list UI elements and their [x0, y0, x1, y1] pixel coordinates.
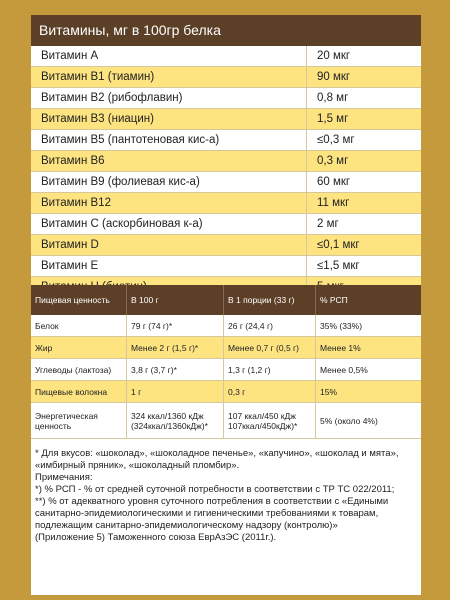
rsp-value: Менее 0,5%: [320, 364, 368, 375]
rsp-value: 35% (33%): [320, 320, 363, 331]
footnote-adequate-level: **) % от адекватного уровня суточного потребления в соответствии с «Едиными санитарно-эпидемиологическими и гигиеническими требованиями к товарам, подлежащим санитарно-эпидемиологическому надзору (контролю)»: [35, 496, 389, 531]
vitamins-table: [31, 46, 421, 298]
footnote-appendix: (Приложение 5) Таможенного союза ЕврАзЭС (2011г.).: [35, 532, 277, 543]
footnote-heading: Примечания:: [35, 472, 93, 483]
vitamin-name: Витамин В6: [31, 151, 307, 171]
nutrition-header: [31, 285, 421, 315]
vitamin-row: [31, 130, 421, 151]
vitamin-name: Витамин Е: [31, 256, 307, 276]
per-100g-value: 3,8 г (3,7 г)*: [127, 359, 224, 380]
vitamin-row: [31, 256, 421, 277]
rsp-value: 15%: [320, 386, 338, 397]
header-per-100g: В 100 г: [127, 285, 224, 315]
vitamin-value: 0,3 мг: [317, 155, 349, 167]
vitamin-row: [31, 151, 421, 172]
footnotes: [35, 448, 419, 544]
vitamin-name: Витамин В9 (фолиевая кис-а): [31, 172, 307, 192]
vitamin-name: Витамин А: [31, 46, 307, 66]
vitamin-row: [31, 88, 421, 109]
vitamins-title: Витамины, мг в 100гр белка: [31, 15, 421, 46]
rsp-value: 5% (около 4%): [320, 415, 378, 426]
vitamin-value: 0,8 мг: [317, 92, 349, 104]
vitamin-row: [31, 214, 421, 235]
nutrition-table: [31, 315, 421, 439]
nutrient-name: Углеводы (лактоза): [31, 359, 127, 380]
vitamin-value: ≤0,1 мкг: [317, 239, 360, 251]
vitamin-row: [31, 172, 421, 193]
vitamin-value: ≤0,3 мг: [317, 134, 355, 146]
per-portion-value: 0,3 г: [224, 381, 316, 402]
vitamin-name: Витамин В2 (рибофлавин): [31, 88, 307, 108]
nutrition-row: [31, 381, 421, 403]
vitamin-row: [31, 67, 421, 88]
vitamin-value: 20 мкг: [317, 50, 351, 62]
vitamin-value: 1,5 мг: [317, 113, 349, 125]
per-100g-value: 79 г (74 г)*: [127, 315, 224, 336]
nutrition-row: [31, 337, 421, 359]
vitamin-name: Витамин В1 (тиамин): [31, 67, 307, 87]
vitamin-value: ≤1,5 мкг: [317, 260, 360, 272]
nutrition-card: [31, 15, 421, 595]
vitamin-value: 60 мкг: [317, 176, 351, 188]
vitamin-value: 2 мг: [317, 218, 339, 230]
nutrient-name: Жир: [31, 337, 127, 358]
header-per-portion: В 1 порции (33 г): [224, 285, 316, 315]
per-100g-value: Менее 2 г (1,5 г)*: [127, 337, 224, 358]
nutrient-name: Энергетическая ценность: [31, 403, 127, 438]
nutrition-row: [31, 315, 421, 337]
per-portion-value: 107 ккал/450 кДж 107ккал/450кДж)*: [224, 403, 316, 438]
header-nutrition-value: Пищевая ценность: [31, 285, 127, 315]
header-rsp: % РСП: [320, 295, 348, 305]
vitamin-row: [31, 235, 421, 256]
footnote-rsp: *) % РСП - % от средней суточной потребности в соответствии с ТР ТС 022/2011;: [35, 484, 395, 495]
nutrient-name: Пищевые волокна: [31, 381, 127, 402]
vitamin-name: Витамин D: [31, 235, 307, 255]
vitamin-value: 11 мкг: [317, 197, 350, 209]
per-100g-value: 324 ккал/1360 кДж (324ккал/1360кДж)*: [127, 403, 224, 438]
per-100g-value: 1 г: [127, 381, 224, 402]
rsp-value: Менее 1%: [320, 342, 361, 353]
per-portion-value: Менее 0,7 г (0,5 г): [224, 337, 316, 358]
vitamin-name: Витамин В12: [31, 193, 307, 213]
nutrient-name: Белок: [31, 315, 127, 336]
vitamin-name: Витамин В5 (пантотеновая кис-а): [31, 130, 307, 150]
vitamin-row: [31, 109, 421, 130]
vitamin-name: Витамин С (аскорбиновая к-а): [31, 214, 307, 234]
vitamin-value: 90 мкг: [317, 71, 351, 83]
nutrition-row: [31, 403, 421, 439]
footnote-flavors: * Для вкусов: «шоколад», «шоколадное печенье», «капучино», «шоколад и мята», «имбирный пряник», «шоколадный пломбир».: [35, 448, 399, 471]
vitamin-row: [31, 46, 421, 67]
vitamin-name: Витамин В3 (ниацин): [31, 109, 307, 129]
nutrition-row: [31, 359, 421, 381]
per-portion-value: 1,3 г (1,2 г): [224, 359, 316, 380]
per-portion-value: 26 г (24,4 г): [224, 315, 316, 336]
vitamin-row: [31, 193, 421, 214]
